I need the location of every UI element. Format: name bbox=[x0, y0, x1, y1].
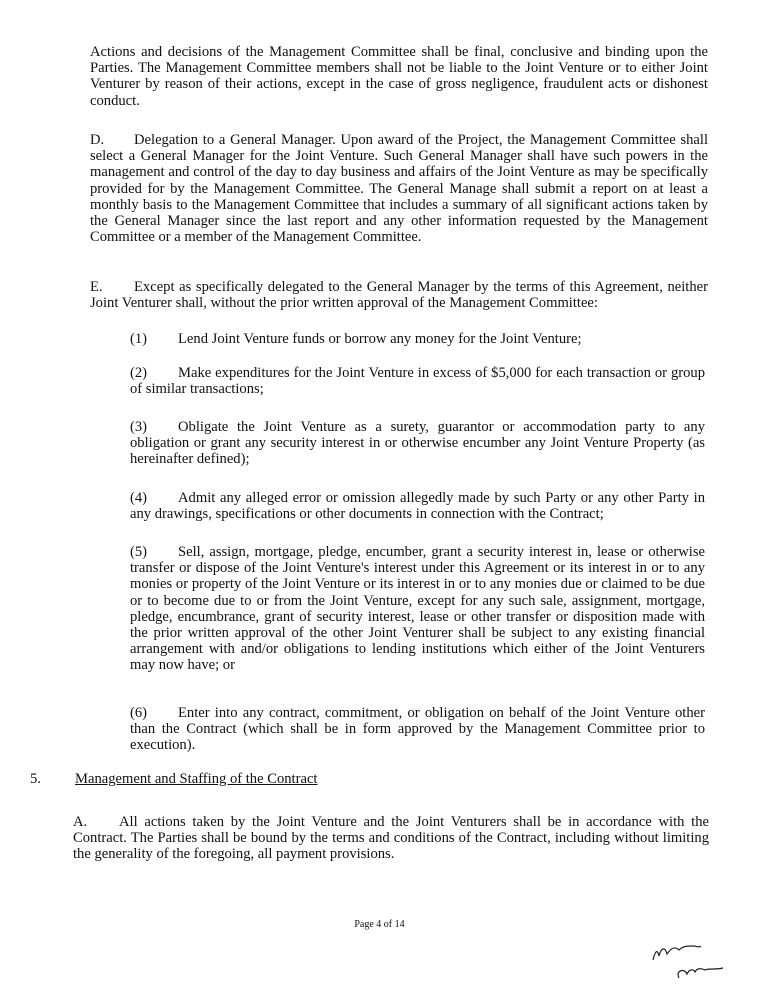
paragraph-5a-label: A. bbox=[73, 814, 88, 830]
paragraph-d bbox=[90, 132, 708, 245]
list-item-3 bbox=[130, 419, 705, 468]
list-item-4-number: (4) bbox=[130, 490, 148, 506]
paragraph-d-text: Delegation to a General Manager. Upon award of the Project, the Management Committee shall select a General Manager for the Joint Venture. Such General Manager shall have such powers in the management and control of the day to day business and affairs of the Joint Venture as may be specifically provided for by the Management Committee. The General Manage shall submit a report on at least a monthly basis to the Management Committee that includes a summary of all significant actions taken by the General Manager since the last report and any other information requested by the Management Committee or a member of the Management Committee. bbox=[90, 132, 708, 246]
list-item-6-text: Enter into any contract, commitment, or obligation on behalf of the Joint Venture other than the Contract (which shall be in form approved by the Management Committee prior to execution). bbox=[130, 705, 705, 754]
paragraph-e-text: Except as specifically delegated to the General Manager by the terms of this Agreement, neither Joint Venturer shall, without the prior written approval of the Management Committee: bbox=[90, 279, 708, 312]
list-item-5-text: Sell, assign, mortgage, pledge, encumber, grant a security interest in, lease or otherwise transfer or dispose of the Joint Venture's interest under this Agreement or its interest in or to any monies or property of the Joint Venture or its interest in or to any monies due or claimed to be due or to become due to or from the Joint Venture, except for any such sale, assignment, mortgage, pledge, encumbrance, grant of security interest, lease or other transfer or disposition made with the prior written approval of the other Joint Venturer shall be subject to any existing financial arrangement with and/or obligations to lending institutions which either of the Joint Venturers may now have; or bbox=[130, 544, 705, 674]
list-item-3-text: Obligate the Joint Venture as a surety, guarantor or accommodation party to any obligation or grant any security interest in or otherwise encumber any Joint Venture Property (as hereinafter defined); bbox=[130, 419, 705, 468]
section-5-title: Management and Staffing of the Contract bbox=[75, 771, 318, 787]
list-item-3-number: (3) bbox=[130, 419, 148, 435]
list-item-6 bbox=[130, 705, 705, 754]
paragraph-5a-text: All actions taken by the Joint Venture and the Joint Venturers shall be in accordance with the Contract. The Parties shall be bound by the terms and conditions of the Contract, including without limiting the generality of the foregoing, all payment provisions. bbox=[73, 814, 709, 863]
list-item-5-number: (5) bbox=[130, 544, 148, 560]
list-item-2 bbox=[130, 365, 705, 397]
page-number-footer: Page 4 of 14 bbox=[354, 919, 405, 930]
list-item-4-text: Admit any alleged error or omission allegedly made by such Party or any other Party in any drawings, specifications or other documents in connection with the Contract; bbox=[130, 490, 705, 523]
paragraph-e-label: E. bbox=[90, 279, 103, 295]
list-item-1-text: Lend Joint Venture funds or borrow any money for the Joint Venture; bbox=[178, 331, 582, 347]
paragraph-5a bbox=[73, 814, 709, 863]
list-item-6-number: (6) bbox=[130, 705, 148, 721]
paragraph-continuation: Actions and decisions of the Management Committee shall be final, conclusive and binding upon the Parties. The Management Committee members shall not be liable to the Joint Venture or to either Joint Venturer by reason of their actions, except in the case of gross negligence, fraudulent acts or dishonest conduct. bbox=[90, 44, 708, 109]
list-item-2-text: Make expenditures for the Joint Venture in excess of $5,000 for each transaction or group of similar transactions; bbox=[130, 365, 705, 398]
section-5-number: 5. bbox=[30, 771, 41, 787]
list-item-2-number: (2) bbox=[130, 365, 148, 381]
list-item-5 bbox=[130, 544, 705, 674]
handwritten-initials bbox=[645, 938, 735, 985]
list-item-1 bbox=[130, 331, 705, 347]
list-item-4 bbox=[130, 490, 705, 522]
paragraph-d-label: D. bbox=[90, 132, 105, 148]
section-5-heading bbox=[30, 771, 370, 787]
paragraph-e bbox=[90, 279, 708, 311]
list-item-1-number: (1) bbox=[130, 331, 148, 347]
